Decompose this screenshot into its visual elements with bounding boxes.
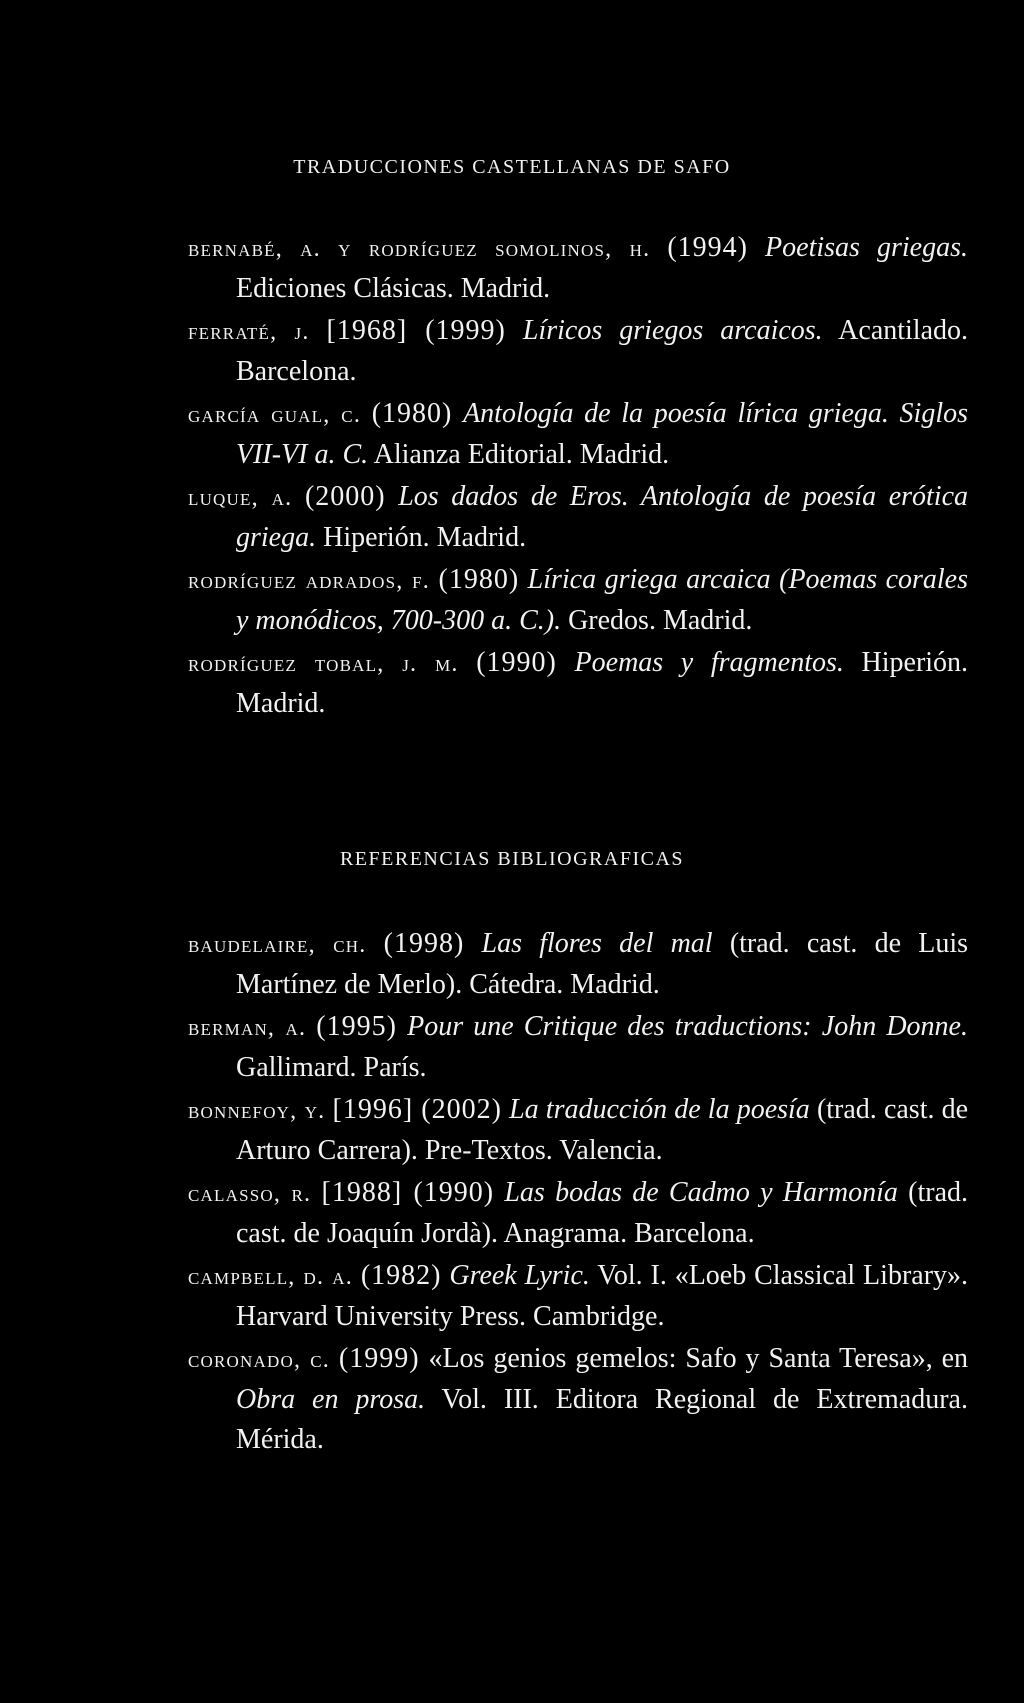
entry-author: calasso, r. <box>188 1181 312 1207</box>
entry-title: Greek Lyric. <box>449 1260 590 1291</box>
entry-publisher: Ediciones Clásicas. Madrid. <box>236 273 551 304</box>
entry-year: (2000) <box>304 481 386 512</box>
entry-title: Poemas y fragmentos. <box>574 647 844 678</box>
entry-author: rodríguez tobal, j. m. <box>188 651 459 677</box>
entry-publisher: (trad. cast. de Joaquín Jordà). Anagrama. Barcelona. <box>236 1177 969 1249</box>
entry-year: (1982) <box>360 1260 442 1291</box>
entry-year: [1996] (2002) <box>332 1094 502 1125</box>
bibliography-entry <box>188 311 968 392</box>
entry-year: (1980) <box>371 398 453 429</box>
entry-title: Pour une Critique des traductions: John Donne. <box>407 1011 968 1042</box>
entry-author: campbell, d. a. <box>188 1264 353 1290</box>
translations-list <box>188 228 968 726</box>
bibliography-entry <box>188 1007 968 1088</box>
references-list <box>188 924 968 1462</box>
entry-publisher: Vol. III. Editora Regional de Extremadura. Mérida. <box>236 1384 968 1455</box>
entry-publisher: (trad. cast. de Luis Martínez de Merlo). Cátedra. Madrid. <box>236 928 969 1000</box>
entry-title: Las bodas de Cadmo y Harmonía <box>504 1177 898 1208</box>
bibliography-entry <box>188 1339 968 1460</box>
entry-author: baudelaire, ch. <box>188 932 367 958</box>
entry-author: luque, a. <box>188 485 293 511</box>
bibliography-entry <box>188 1173 968 1254</box>
entry-author: berman, a. <box>188 1015 307 1041</box>
entry-year: (1994) <box>667 232 748 263</box>
entry-title: Lírica griega arcaica (Poemas corales y monódicos, 700-300 a. C.). <box>236 564 969 636</box>
section-heading-references: REFERENCIAS BIBLIOGRAFICAS <box>339 848 685 870</box>
entry-title: Obra en prosa. <box>236 1384 426 1415</box>
bibliography-entry <box>188 924 968 1005</box>
entry-title: Antología de la poesía lírica griega. Siglos VII-VI a. C. <box>236 398 969 470</box>
entry-author: coronado, c. <box>188 1347 330 1373</box>
entry-title: Las flores del mal <box>481 928 713 959</box>
entry-author: garcía gual, c. <box>188 402 362 428</box>
entry-year: (1995) <box>316 1011 397 1042</box>
entry-publisher: Hiperión. Madrid. <box>236 647 969 719</box>
entry-year: [1988] (1990) <box>321 1177 495 1208</box>
entry-year: (1980) <box>438 564 520 595</box>
entry-publisher: Vol. I. «Loeb Classical Library». Harvard University Press. Cambridge. <box>236 1260 969 1332</box>
entry-publisher: Hiperión. Madrid. <box>323 522 527 553</box>
entry-author: bernabé, a. y rodríguez somolinos, h. <box>188 236 651 262</box>
bibliography-entry <box>188 477 968 558</box>
entry-article: «Los genios gemelos: Safo y Santa Teresa», en <box>428 1343 969 1374</box>
entry-publisher: Gredos. Madrid. <box>568 605 753 636</box>
section-heading-translations: TRADUCCIONES CASTELLANAS DE SAFO <box>293 156 731 178</box>
bibliography-entry <box>188 1256 968 1337</box>
entry-title: La traducción de la poesía <box>509 1094 810 1125</box>
entry-publisher: Gallimard. París. <box>236 1052 427 1083</box>
entry-title: Los dados de Eros. Antología de poesía erótica griega. <box>236 481 968 553</box>
bibliography-entry <box>188 560 968 641</box>
entry-author: rodríguez adrados, f. <box>188 568 431 594</box>
entry-author: bonnefoy, y. <box>188 1098 326 1124</box>
entry-year: [1968] (1999) <box>326 315 506 346</box>
entry-publisher: Alianza Editorial. Madrid. <box>373 439 670 470</box>
entry-author: ferraté, j. <box>188 319 310 345</box>
bibliography-entry <box>188 643 968 724</box>
entry-year: (1990) <box>476 647 557 678</box>
bibliography-entry <box>188 228 968 309</box>
entry-publisher: Acantilado. Barcelona. <box>236 315 969 387</box>
entry-year: (1999) <box>338 1343 420 1374</box>
entry-title: Líricos griegos arcaicos. <box>522 315 823 346</box>
bibliography-entry <box>188 394 968 475</box>
entry-title: Poetisas griegas. <box>765 232 968 263</box>
bibliography-entry <box>188 1090 968 1171</box>
entry-year: (1998) <box>383 928 465 959</box>
entry-publisher: (trad. cast. de Arturo Carrera). Pre-Textos. Valencia. <box>236 1094 969 1166</box>
